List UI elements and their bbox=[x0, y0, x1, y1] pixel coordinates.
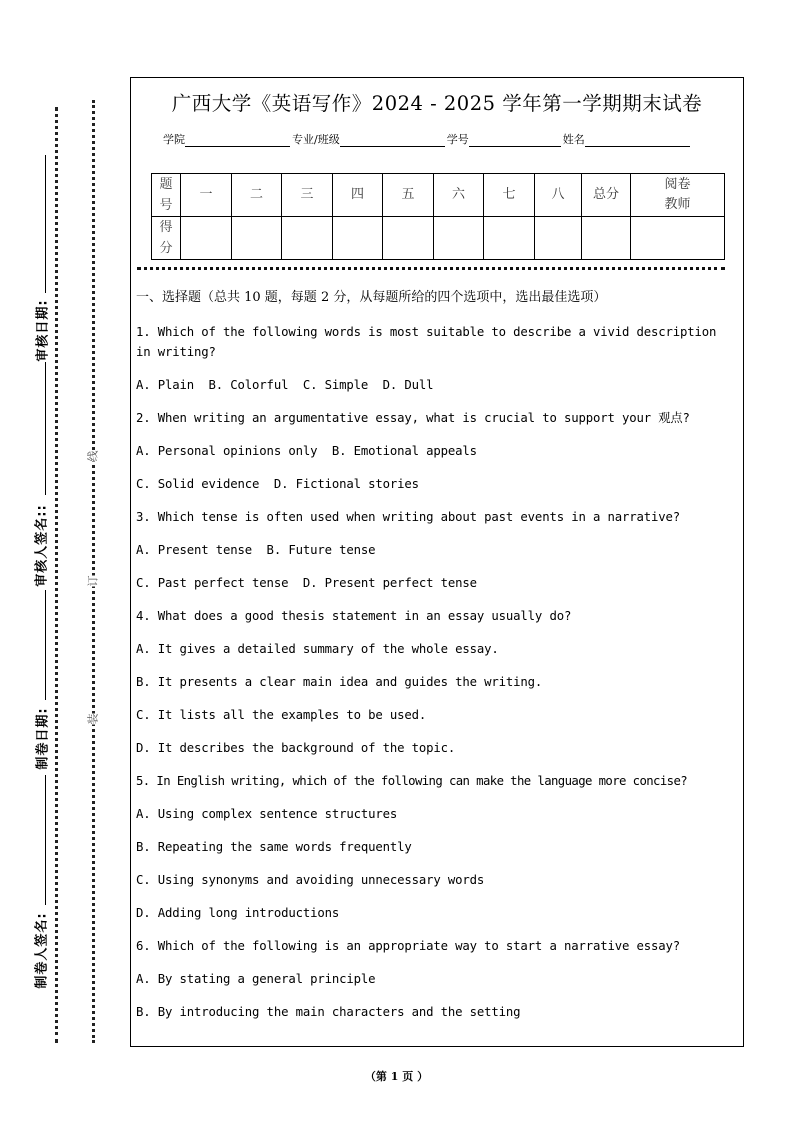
score-cell[interactable] bbox=[535, 217, 582, 260]
signature-line bbox=[45, 362, 46, 495]
option-line: B. Repeating the same words frequently bbox=[136, 840, 412, 854]
score-cell[interactable] bbox=[333, 217, 383, 260]
cut-mark-zhuang: 装 bbox=[84, 714, 102, 725]
option-line: A. Present tense B. Future tense bbox=[136, 543, 376, 557]
question-number-header: 题号 bbox=[152, 174, 181, 217]
question-text: 3. Which tense is often used when writing about past events in a narrative? bbox=[136, 510, 681, 524]
column-header: 二 bbox=[232, 174, 282, 217]
score-header: 得分 bbox=[152, 217, 181, 260]
question-6 bbox=[136, 938, 742, 1037]
column-header: 一 bbox=[181, 174, 232, 217]
question-2 bbox=[136, 410, 742, 509]
setter-signature-label: 制卷人签名: bbox=[34, 912, 50, 989]
option-line: C. Using synonyms and avoiding unnecessary words bbox=[136, 873, 485, 887]
section-multiple-choice bbox=[136, 290, 742, 1037]
column-header: 七 bbox=[484, 174, 535, 217]
total-score-header: 总分 bbox=[582, 174, 631, 217]
question-text: 5. In English writing, which of the following can make the language more concise? bbox=[136, 774, 688, 788]
binding-dotted-line-outer bbox=[92, 100, 95, 1043]
name-field[interactable] bbox=[585, 134, 690, 147]
signature-line bbox=[45, 590, 46, 700]
score-cell[interactable] bbox=[434, 217, 484, 260]
student-id-label: 学号 bbox=[446, 133, 469, 146]
student-id-field[interactable] bbox=[469, 134, 561, 147]
student-info-row bbox=[163, 131, 692, 147]
college-label: 学院 bbox=[163, 133, 185, 146]
question-3 bbox=[136, 509, 742, 608]
option-line: A. By stating a general principle bbox=[136, 972, 376, 986]
total-score-cell[interactable] bbox=[582, 217, 631, 260]
option-line: D. It describes the background of the topic. bbox=[136, 741, 456, 755]
question-text: 4. What does a good thesis statement in an essay usually do? bbox=[136, 609, 572, 623]
column-header: 四 bbox=[333, 174, 383, 217]
score-cell[interactable] bbox=[181, 217, 232, 260]
question-text: in writing? bbox=[136, 345, 216, 359]
option-line: C. Solid evidence D. Fictional stories bbox=[136, 477, 419, 491]
score-table-score-row bbox=[152, 217, 725, 260]
question-text: 6. Which of the following is an appropriate way to start a narrative essay? bbox=[136, 939, 681, 953]
score-cell[interactable] bbox=[383, 217, 434, 260]
grader-header: 阅卷教师 bbox=[631, 174, 725, 217]
name-label: 姓名 bbox=[562, 133, 585, 146]
option-line: A. It gives a detailed summary of the whole essay. bbox=[136, 642, 499, 656]
question-text: 2. When writing an argumentative essay, what is crucial to support your 观点? bbox=[136, 411, 690, 425]
college-field[interactable] bbox=[185, 134, 290, 147]
signature-line bbox=[45, 155, 46, 293]
reviewer-signature-label: 审核人签名:: bbox=[34, 504, 50, 587]
score-table-header-row bbox=[152, 174, 725, 217]
section-heading: 一、选择题（总共 10 题，每题 2 分，从每题所给的四个选项中，选出最佳选项） bbox=[136, 290, 607, 305]
column-header: 六 bbox=[434, 174, 484, 217]
question-5 bbox=[136, 773, 742, 938]
option-line: A. Personal opinions only B. Emotional appeals bbox=[136, 444, 477, 458]
exam-page-frame bbox=[130, 77, 744, 1047]
paper-date-label: 制卷日期: bbox=[35, 707, 51, 770]
score-table bbox=[151, 173, 725, 260]
column-header: 三 bbox=[282, 174, 333, 217]
dotted-separator bbox=[137, 267, 725, 270]
option-line: D. Adding long introductions bbox=[136, 906, 340, 920]
signature-line bbox=[45, 775, 46, 905]
cut-mark-ding: 订 bbox=[84, 576, 102, 587]
option-line: A. Plain B. Colorful C. Simple D. Dull bbox=[136, 378, 434, 392]
score-cell[interactable] bbox=[232, 217, 282, 260]
option-line: C. Past perfect tense D. Present perfect tense bbox=[136, 576, 477, 590]
score-cell[interactable] bbox=[282, 217, 333, 260]
exam-title: 广西大学《英语写作》2024 - 2025 学年第一学期期末试卷 bbox=[171, 92, 703, 115]
grader-cell[interactable] bbox=[631, 217, 725, 260]
page-number: （第 1 页 ） bbox=[364, 1070, 429, 1083]
column-header: 五 bbox=[383, 174, 434, 217]
option-line: B. It presents a clear main idea and guides the writing. bbox=[136, 675, 543, 689]
option-line: C. It lists all the examples to be used. bbox=[136, 708, 427, 722]
major-class-label: 专业/班级 bbox=[292, 133, 340, 146]
option-line: A. Using complex sentence structures bbox=[136, 807, 398, 821]
option-line: B. By introducing the main characters and the setting bbox=[136, 1005, 521, 1019]
major-class-field[interactable] bbox=[340, 134, 445, 147]
question-4 bbox=[136, 608, 742, 773]
cut-mark-xian: 线 bbox=[84, 451, 102, 462]
review-date-label: 审核日期: bbox=[35, 299, 51, 362]
binding-dotted-line-inner bbox=[55, 107, 58, 1043]
question-1 bbox=[136, 324, 742, 410]
question-text: 1. Which of the following words is most suitable to describe a vivid description bbox=[136, 325, 717, 339]
score-cell[interactable] bbox=[484, 217, 535, 260]
column-header: 八 bbox=[535, 174, 582, 217]
